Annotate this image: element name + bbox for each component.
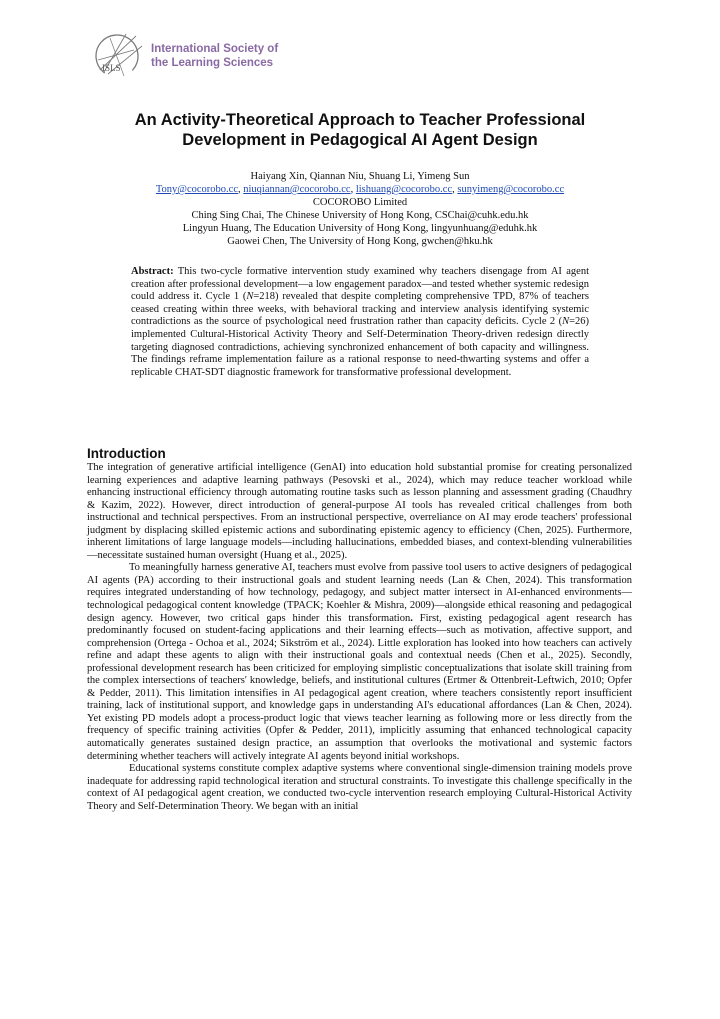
author-affiliation-chai: Ching Sing Chai, The Chinese University of Hong Kong, CSChai@cuhk.edu.hk (191, 210, 529, 221)
intro-paragraph-3: Educational systems constitute complex adaptive systems where conventional single-dimension training models prove inadequate for addressing rapid technological iteration and structural constraints. To investigate this challenge specifically in the context of AI pedagogical agent creation, we conducted two-cycle intervention research employing Cultural-Historical Activity Theory and Self-Determination Theory. We began with an initial (87, 763, 632, 812)
author-emails (90, 183, 630, 196)
abstract (131, 266, 589, 379)
intro-paragraph-2 (87, 562, 632, 763)
isls-emblem-icon (90, 30, 150, 86)
author-block (90, 170, 630, 248)
abstract-text-1: This two-cycle formative intervention study examined why teachers disengage from AI agent creation after professional development—a low engagement paradox—and tested whether systemic redesign could address it. Cycle 1 ( (131, 266, 589, 303)
isls-name-line2: the Learning Sciences (151, 56, 274, 69)
isls-name-line1: International Society of (151, 43, 279, 55)
intro-paragraph-2-part-a: To meaningfully harness generative AI, teachers must evolve from passive tool users to active designers of pedagogical AI agents (PA) according to their instructional goals and student learning needs (Lan & Chen, 2024). This transformation requires integrated understanding of how technology, pedagogy, and subject matter intersect in AI-enhanced environments—technological pedagogical content knowledge (TPACK; Koehler & Mishra, 2009)—alongside ethical reasoning and pedagogical design agency. However, two critical gaps hinder this transformation (87, 562, 632, 624)
paper-title-line2: Development in Pedagogical AI Agent Design (182, 131, 538, 149)
abstract-text-3: =26) implemented Cultural-Historical Activity Theory and Self-Determination Theory-driven redesign directly targeting diagnosed contradictions, achieving synchronized enhancement of both capacity and willingness. The findings reframe implementation failure as a rational response to need-thwarting systems and offer a replicable CHAT-SDT diagnostic framework for transformative professional development. (131, 316, 589, 378)
isls-monogram: ISLS (102, 63, 121, 73)
email-separator: , (238, 184, 244, 195)
abstract-text-2: =218) revealed that despite completing comprehensive TPD, 87% of teachers ceased creating within three weeks, with behavioral tracking and interview analysis identifying systemic contradictions as the source of psychological need frustration rather than capacity deficits. Cycle 2 ( (131, 291, 589, 328)
author-organization: COCOROBO Limited (312, 197, 408, 208)
email-link-sunyimeng[interactable]: sunyimeng@cocorobo.cc (457, 184, 565, 195)
email-separator: , (452, 184, 458, 195)
email-separator: , (350, 184, 356, 195)
isls-logo (90, 30, 290, 86)
abstract-label: Abstract: (131, 266, 174, 277)
introduction-body (87, 462, 632, 813)
abstract-n-symbol-2: N (562, 316, 570, 328)
author-affiliation-chen: Gaowei Chen, The University of Hong Kong, gwchen@hku.hk (227, 236, 493, 247)
intro-paragraph-2-part-b: First, existing pedagogical agent research has predominantly focused on student-facing applications and their learning effects—such as motivation, affective support, and comprehension (Ortega - Ochoa et al., 2024; Sikström et al., 2024). Little exploration has looked into how teachers can actively refine and adapt these agents to align with their instructional goals and contextual needs (Chen et al., 2025). Secondly, professional development research has been criticized for employing simplistic conceptualizations that isolate skill training from the complex intersections of teachers' knowledge, beliefs, and institutional cultures (Ertmer & Ottenbreit-Leftwich, 2010; Opfer & Pedder, 2011). This limitation intensifies in AI pedagogical agent creation, where teachers consistently report insufficient training, lack of institutional support, and knowledge gaps in understanding AI's educational affordances (Lan & Chen, 2024). Yet existing PD models adopt a process-product logic that views teacher learning as following more or less directly from the frequency of specific training activities (Opfer & Pedder, 2011), implicitly assuming that enhanced technological capacity automatically generates sustained design practice, an assumption that overlooks the motivational and systemic factors determining whether teachers will actively integrate AI agents beyond initial workshops. (87, 612, 632, 762)
email-link-tony[interactable]: Tony@cocorobo.cc (155, 184, 238, 195)
intro-paragraph-2-bold-period: . (410, 612, 413, 624)
paper-title (90, 110, 630, 150)
author-names: Haiyang Xin, Qiannan Niu, Shuang Li, Yimeng Sun (250, 171, 470, 182)
intro-paragraph-1: The integration of generative artificial intelligence (GenAI) into education hold substantial promise for creating personalized learning experiences and adaptive learning pathways (Pesovski et al., 2024), which may reduce teacher workload while enhancing instructional efficiency through automating routine tasks such as lesson planning and assessment grading (Chaudhry & Kazim, 2022). However, direct introduction of general-purpose AI tools has revealed critical challenges from both instructional and technical perspectives. From an instructional perspective, overreliance on AI may erode teachers' professional judgment by displacing skilled epistemic actions and subordinating epistemic agency to efficiency (Chen, 2025). Furthermore, inherent limitations of large language models—including hallucinations, embedded biases, and context-blending vulnerabilities—necessitate sustained human oversight (Huang et al., 2025). (87, 462, 632, 561)
email-link-lishuang[interactable]: lishuang@cocorobo.cc (355, 184, 453, 195)
isls-name (151, 43, 278, 70)
paper-title-line1: An Activity-Theoretical Approach to Teacher Professional (134, 111, 586, 129)
email-link-niuqiannan[interactable]: niuqiannan@cocorobo.cc (243, 184, 351, 195)
abstract-n-symbol-1: N (246, 291, 254, 303)
introduction-heading: Introduction (87, 446, 166, 461)
author-affiliation-huang: Lingyun Huang, The Education University of Hong Kong, lingyunhuang@eduhk.hk (182, 223, 538, 234)
